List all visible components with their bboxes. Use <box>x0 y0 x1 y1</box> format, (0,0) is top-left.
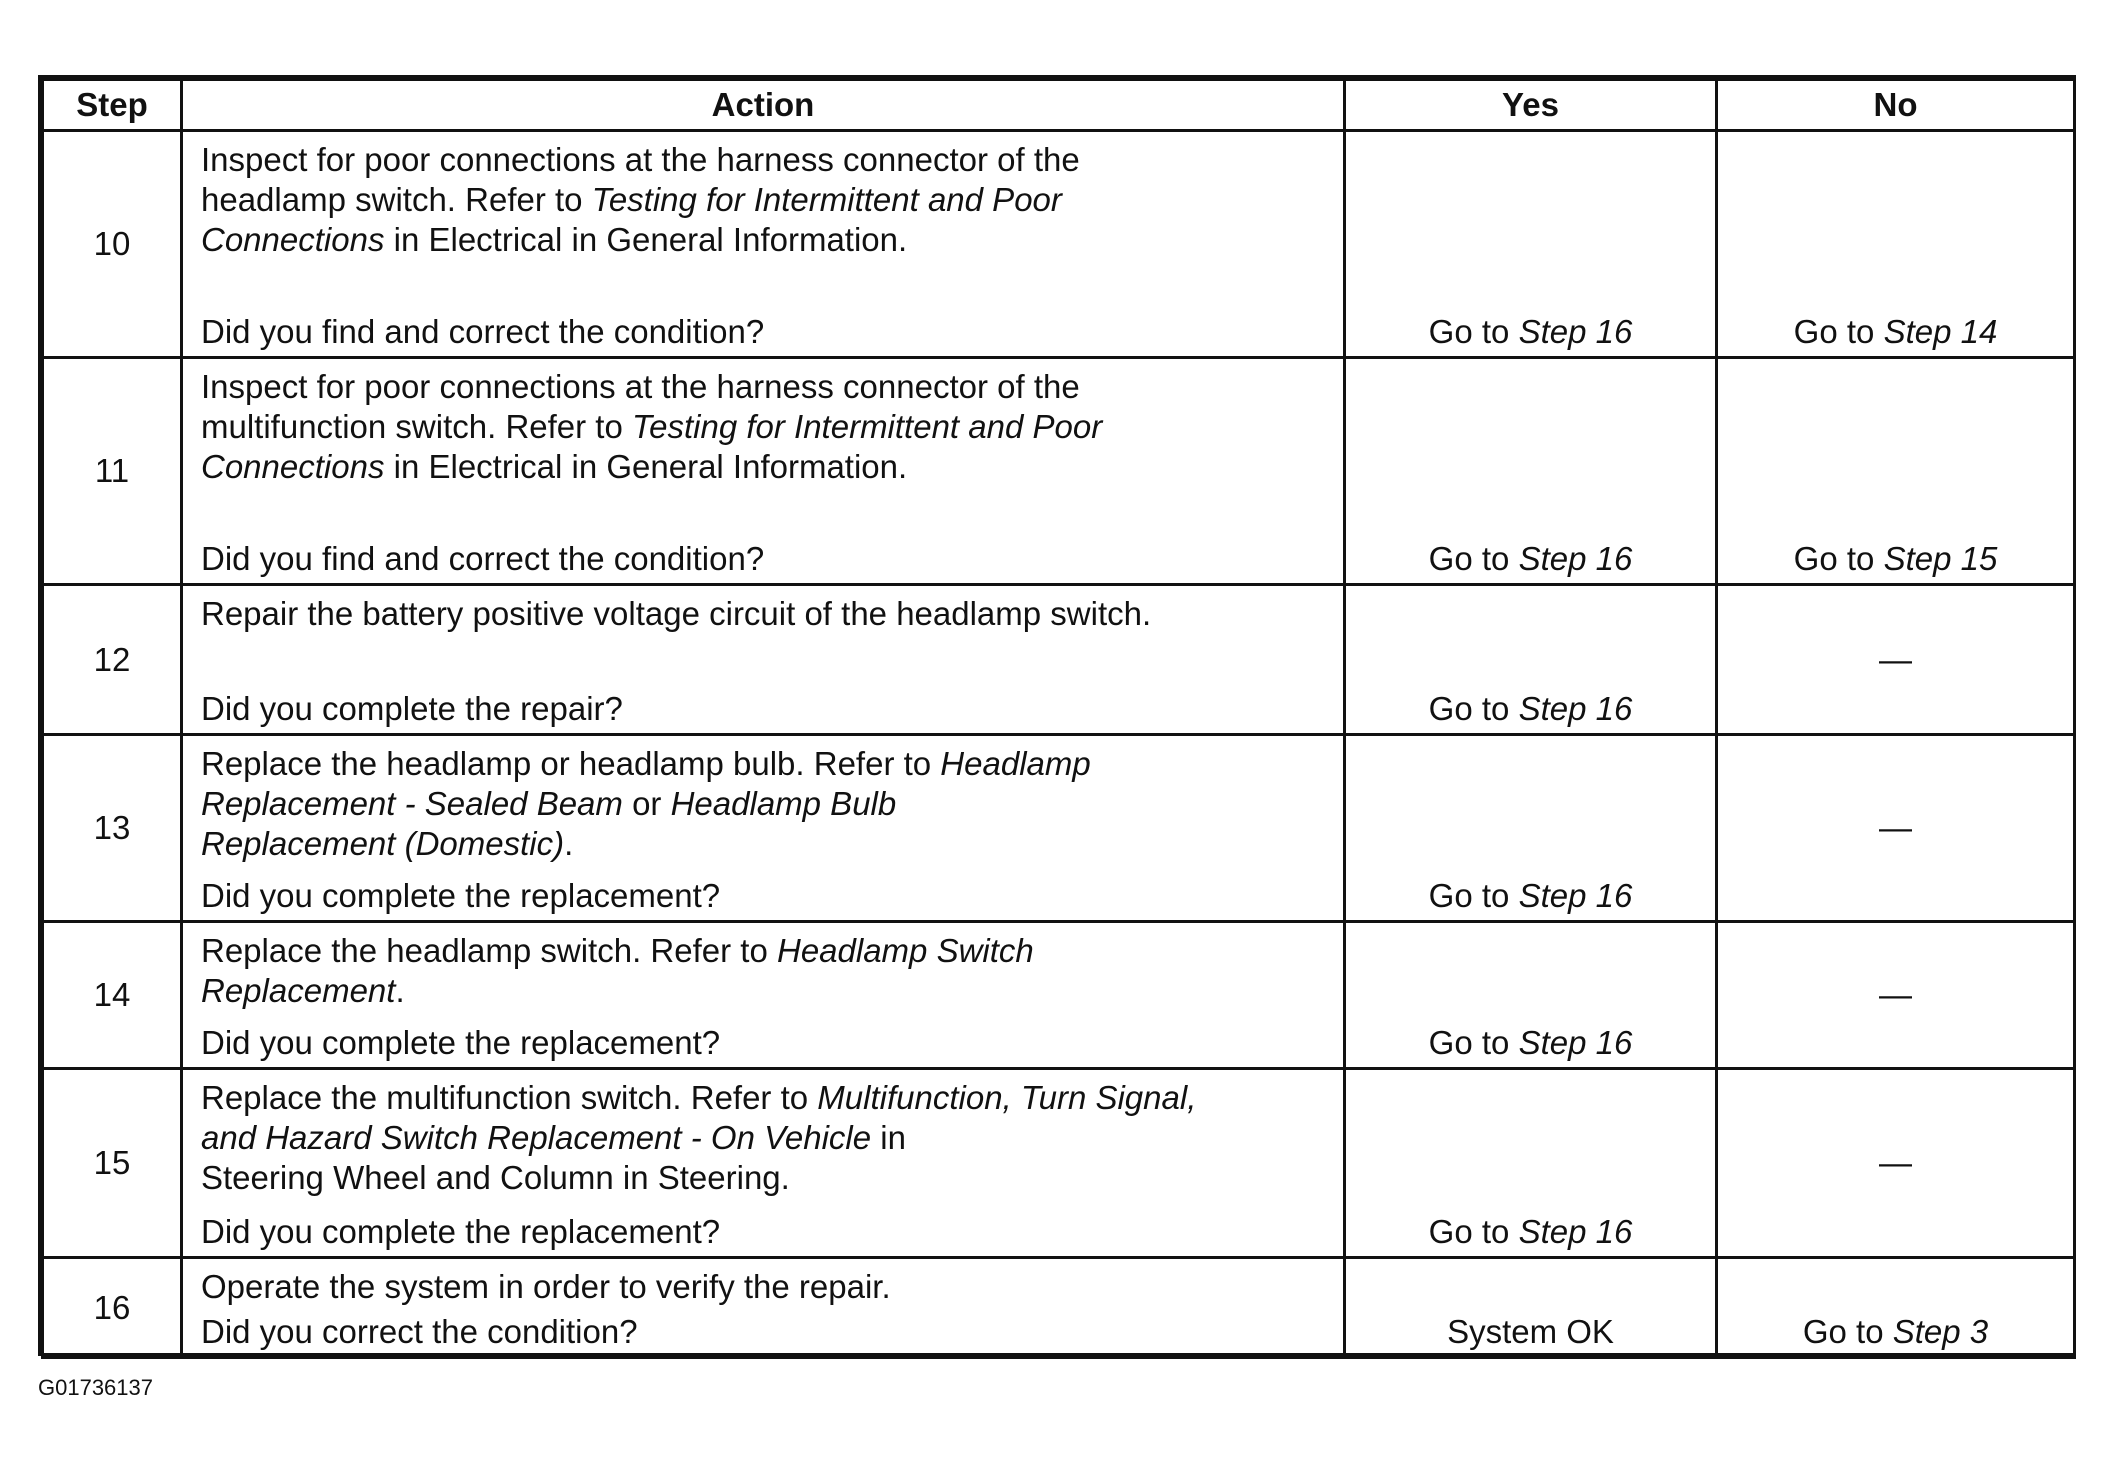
table-row <box>43 1258 2075 1358</box>
step-number: 16 <box>43 1258 182 1358</box>
step-number: 11 <box>43 358 182 585</box>
action-text <box>201 1078 1327 1198</box>
plain-text: Repair the battery positive voltage circuit of the headlamp switch. <box>201 595 1152 632</box>
step-number: 12 <box>43 585 182 735</box>
action-question: Did you find and correct the condition? <box>201 313 765 350</box>
yes-result <box>1345 358 1717 585</box>
column-header-step: Step <box>43 80 182 131</box>
reference-text: Headlamp Switch Replacement <box>201 932 1034 1009</box>
action-question: Did you find and correct the condition? <box>201 540 765 577</box>
figure-id: G01736137 <box>38 1375 153 1400</box>
reference-text: Step 3 <box>1892 1313 1989 1350</box>
plain-text: in Electrical in General Information. <box>384 448 908 485</box>
table-row <box>43 131 2075 358</box>
action-question: Did you complete the replacement? <box>201 1024 721 1061</box>
column-header-no: No <box>1717 80 2075 131</box>
plain-text: Go to <box>1428 690 1519 727</box>
reference-text: Step 16 <box>1518 690 1633 727</box>
plain-text: — <box>1879 640 1912 678</box>
plain-text: Go to <box>1428 540 1519 577</box>
plain-text: Go to <box>1793 313 1884 350</box>
yes-result <box>1345 735 1717 922</box>
table-row <box>43 585 2075 735</box>
action-text <box>201 367 1327 487</box>
step-number: 10 <box>43 131 182 358</box>
reference-text: Step 16 <box>1518 540 1633 577</box>
action-question: Did you complete the replacement? <box>201 1213 721 1250</box>
action-cell <box>182 131 1345 358</box>
plain-text: . <box>564 825 574 862</box>
table-row <box>43 1069 2075 1258</box>
reference-text: Step 14 <box>1883 313 1998 350</box>
action-text <box>201 931 1327 1011</box>
reference-text: Headlamp Replacement - Sealed Beam <box>201 745 1091 822</box>
reference-text: Step 16 <box>1518 1213 1633 1250</box>
reference-text: Testing for Intermittent and Poor Connections <box>201 408 1103 485</box>
no-result <box>1717 1258 2075 1358</box>
action-text <box>201 140 1327 260</box>
yes-result <box>1345 1069 1717 1258</box>
plain-text: Inspect for poor connections at the harness connector of the multifunction switch. Refer to <box>201 368 1080 445</box>
column-header-action: Action <box>182 80 1345 131</box>
reference-text: Step 15 <box>1883 540 1998 577</box>
plain-text: in Electrical in General Information. <box>384 221 908 258</box>
plain-text: in Steering Wheel and Column in Steering. <box>201 1119 906 1196</box>
header-row <box>43 80 2075 131</box>
plain-text: Go to <box>1793 540 1884 577</box>
step-number: 15 <box>43 1069 182 1258</box>
plain-text: Go to <box>1802 1313 1893 1350</box>
action-cell <box>182 1069 1345 1258</box>
yes-result <box>1345 585 1717 735</box>
plain-text: Go to <box>1428 1024 1519 1061</box>
action-cell <box>182 1258 1345 1358</box>
plain-text: Go to <box>1428 877 1519 914</box>
plain-text: Replace the multifunction switch. Refer to <box>201 1079 818 1116</box>
no-result <box>1717 131 2075 358</box>
diagnostic-table-frame <box>38 75 2076 1356</box>
plain-text: — <box>1879 976 1912 1013</box>
plain-text: Replace the headlamp or headlamp bulb. Refer to <box>201 745 941 782</box>
reference-text: Multifunction, Turn Signal, and Hazard Switch Replacement - On Vehicle <box>201 1079 1197 1156</box>
reference-text: Headlamp Bulb Replacement (Domestic) <box>201 785 897 862</box>
reference-text: Testing for Intermittent and Poor Connections <box>201 181 1062 258</box>
action-question: Did you complete the replacement? <box>201 877 721 914</box>
plain-text: . <box>395 972 405 1009</box>
yes-result <box>1345 922 1717 1069</box>
yes-result <box>1345 131 1717 358</box>
step-number: 13 <box>43 735 182 922</box>
table-row <box>43 735 2075 922</box>
action-text <box>201 594 1327 634</box>
diagnostic-table <box>41 78 2076 1359</box>
action-text <box>201 744 1327 864</box>
plain-text: Operate the system in order to verify the repair. <box>201 1268 891 1305</box>
action-question: Did you complete the repair? <box>201 690 623 727</box>
plain-text: System OK <box>1447 1313 1614 1350</box>
plain-text: or <box>622 785 671 822</box>
plain-text: Replace the headlamp switch. Refer to <box>201 932 777 969</box>
plain-text: — <box>1879 809 1912 846</box>
action-cell <box>182 358 1345 585</box>
action-cell <box>182 922 1345 1069</box>
no-result <box>1717 735 2075 922</box>
no-result <box>1717 922 2075 1069</box>
action-cell <box>182 585 1345 735</box>
plain-text: — <box>1879 1144 1912 1181</box>
plain-text: Go to <box>1428 313 1519 350</box>
action-question: Did you correct the condition? <box>201 1313 638 1350</box>
no-result <box>1717 358 2075 585</box>
plain-text: Inspect for poor connections at the harness connector of the headlamp switch. Refer to <box>201 141 1080 218</box>
table-row <box>43 358 2075 585</box>
step-number: 14 <box>43 922 182 1069</box>
table-row <box>43 922 2075 1069</box>
reference-text: Step 16 <box>1518 877 1633 914</box>
reference-text: Step 16 <box>1518 313 1633 350</box>
no-result <box>1717 1069 2075 1258</box>
reference-text: Step 16 <box>1518 1024 1633 1061</box>
no-result <box>1717 585 2075 735</box>
action-cell <box>182 735 1345 922</box>
action-text <box>201 1267 1327 1307</box>
yes-result <box>1345 1258 1717 1358</box>
column-header-yes: Yes <box>1345 80 1717 131</box>
plain-text: Go to <box>1428 1213 1519 1250</box>
